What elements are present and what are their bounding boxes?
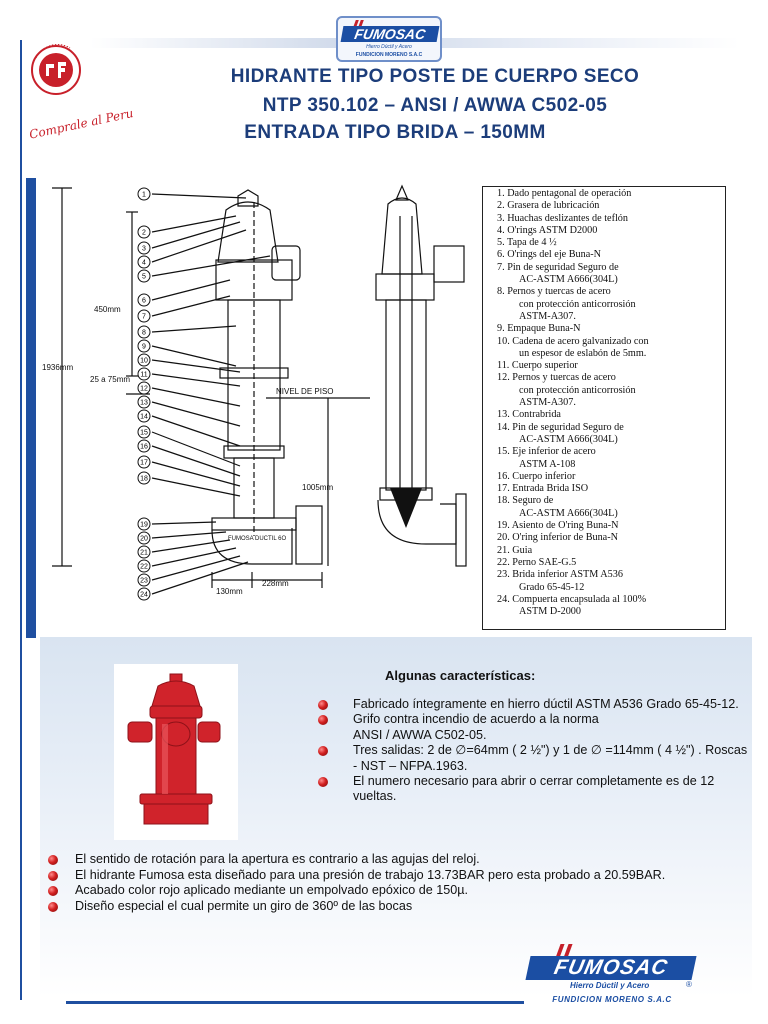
- callout-22: [138, 560, 150, 572]
- callout-2: [138, 226, 150, 238]
- fumosac-logo-top: [336, 16, 442, 62]
- note-item: [46, 852, 756, 868]
- page-subtitle-inlet: ENTRADA TIPO BRIDA – 150MM: [244, 122, 546, 143]
- part-item: 20. O'ring inferior de Buna-N: [497, 532, 618, 544]
- part-item-continuation: AC-ASTM A666(304L): [519, 507, 618, 519]
- svg-text:23: 23: [140, 577, 148, 585]
- part-item: 3. Huachas deslizantes de teflón: [497, 212, 628, 224]
- fumosac-logo-bottom: [526, 944, 702, 1006]
- part-item: 9. Empaque Buna-N: [497, 323, 581, 335]
- section-nozzle: [434, 246, 464, 282]
- bullet-icon: [48, 871, 58, 881]
- logo-sub-tagline: Hierro Dúctil y Acero: [366, 44, 412, 50]
- feature-text: Grifo contra incendio de acuerdo a la norma ANSI / AWWA C502-05.: [353, 712, 599, 742]
- part-item: 5. Tapa de 4 ½: [497, 237, 557, 249]
- inlet-flange: [296, 506, 322, 564]
- part-item: 7. Pin de seguridad Seguro de: [497, 261, 619, 273]
- section-head: [376, 274, 434, 300]
- dim-base2-label: 228mm: [262, 579, 289, 588]
- feature-item: [316, 697, 748, 712]
- part-item: 1. Dado pentagonal de operación: [497, 188, 632, 199]
- part-item: 23. Brida inferior ASTM A536: [497, 569, 623, 581]
- svg-text:3: 3: [142, 245, 146, 253]
- dim-gap-label: 25 a 75mm: [90, 375, 131, 384]
- callout-15: [138, 426, 150, 438]
- feature-item: [316, 712, 748, 743]
- svg-text:6: 6: [142, 297, 146, 305]
- callout-12: [138, 382, 150, 394]
- svg-text:9: 9: [142, 343, 146, 351]
- callout-6: [138, 294, 150, 306]
- callout-1: [138, 188, 150, 200]
- callout-18: [138, 472, 150, 484]
- shoe: [212, 528, 292, 564]
- callout-20: [138, 532, 150, 544]
- feature-item: [316, 743, 748, 774]
- part-item-continuation: ASTM-A307.: [519, 397, 576, 409]
- svg-text:1: 1: [142, 191, 146, 199]
- svg-text:4: 4: [142, 259, 146, 267]
- footer-brand-name: FUMOSAC: [525, 956, 696, 980]
- feature-text: Fabricado íntegramente en hierro dúctil ASTM A536 Grado 65-45-12.: [353, 697, 739, 711]
- svg-text:16: 16: [140, 443, 148, 451]
- section-main-valve: [390, 488, 422, 528]
- part-item: 2. Grasera de lubricación: [497, 200, 600, 212]
- section-shoe: [378, 500, 456, 544]
- part-item: 15. Eje inferior de acero: [497, 446, 596, 458]
- note-text: El sentido de rotación para la apertura es contrario a las agujas del reloj.: [75, 852, 480, 866]
- part-item: 16. Cuerpo inferior: [497, 470, 576, 482]
- feature-text: Tres salidas: 2 de ∅=64mm ( 2 ½") y 1 de ∅ =114mm ( 4 ½") . Roscas - NST – NFPA.1963.: [353, 743, 748, 773]
- callout-9: [138, 340, 150, 352]
- callout-7: [138, 310, 150, 322]
- feature-item: [316, 774, 748, 805]
- registered-icon: ®: [686, 980, 692, 989]
- part-item-continuation: ASTM A-108: [519, 458, 576, 470]
- bullet-icon: [48, 886, 58, 896]
- page-frame-left: [20, 40, 22, 1000]
- callout-19: [138, 518, 150, 530]
- hydrant-technical-drawing: [40, 176, 480, 626]
- callout-24: [138, 588, 150, 600]
- dim-lower-label: 1005mm: [302, 483, 334, 492]
- note-item: [46, 883, 756, 899]
- callout-4: [138, 256, 150, 268]
- svg-text:19: 19: [140, 521, 148, 529]
- features-heading: Algunas características:: [385, 668, 536, 683]
- ground-level-label: NIVEL DE PISO: [276, 387, 334, 396]
- callout-8: [138, 326, 150, 338]
- bullet-icon: [318, 746, 328, 756]
- page-subtitle-standard: NTP 350.102 – ANSI / AWWA C502-05: [262, 95, 608, 116]
- svg-text:21: 21: [140, 549, 148, 557]
- callout-3: [138, 242, 150, 254]
- parts-legend: [482, 186, 726, 630]
- features-list: [316, 697, 748, 805]
- callout-23: [138, 574, 150, 586]
- peru-seal-icon: [30, 44, 82, 96]
- part-item-continuation: ASTM-A307.: [519, 310, 576, 322]
- callout-5: [138, 270, 150, 282]
- section-barrel: [386, 300, 426, 490]
- svg-text:10: 10: [140, 357, 148, 365]
- dim-upper-label: 450mm: [94, 305, 121, 314]
- svg-text:7: 7: [142, 313, 146, 321]
- part-item-continuation: con protección anticorrosión: [519, 384, 636, 396]
- part-item: 6. O'rings del eje Buna-N: [497, 249, 601, 261]
- dim-height-label: 1936mm: [42, 363, 74, 372]
- part-item: 22. Perno SAE-G.5: [497, 556, 577, 568]
- svg-text:22: 22: [140, 563, 148, 571]
- footer-company: FUNDICION MORENO S.A.C: [552, 995, 672, 1004]
- callout-10: [138, 354, 150, 366]
- bullet-icon: [318, 700, 328, 710]
- page-frame-bottom: [66, 1001, 524, 1004]
- svg-text:15: 15: [140, 429, 148, 437]
- svg-text:18: 18: [140, 475, 148, 483]
- note-text: El hidrante Fumosa esta diseñado para una presión de trabajo 13.73BAR pero esta probado a 20.59BAR.: [75, 867, 666, 882]
- part-item-continuation: con protección anticorrosión: [519, 298, 636, 310]
- part-item-continuation: AC-ASTM A666(304L): [519, 433, 618, 445]
- svg-text:14: 14: [140, 413, 148, 421]
- part-item: 24. Compuerta encapsulada al 100%: [497, 593, 647, 605]
- note-text: Diseño especial el cual permite un giro de 360º de las bocas: [75, 898, 413, 913]
- callout-21: [138, 546, 150, 558]
- logo-sub-company: FUNDICION MORENO S.A.C: [355, 52, 423, 58]
- part-item: 13. Contrabrida: [497, 409, 561, 421]
- callout-16: [138, 440, 150, 452]
- callout-13: [138, 396, 150, 408]
- part-item: 8. Pernos y tuercas de acero: [497, 286, 611, 298]
- svg-text:24: 24: [140, 591, 148, 599]
- bullet-icon: [48, 902, 58, 912]
- footer-tagline: Hierro Dúctil y Acero: [570, 981, 650, 990]
- logo-brand-name: FUMOSAC: [341, 26, 440, 42]
- note-item: [46, 899, 756, 915]
- section-inlet-flange: [456, 494, 466, 566]
- svg-text:2: 2: [142, 229, 146, 237]
- section-bonnet: [382, 198, 422, 274]
- part-item: 19. Asiento de O'ring Buna-N: [497, 520, 619, 532]
- part-item-continuation: ASTM D-2000: [519, 606, 581, 618]
- bullet-icon: [48, 855, 58, 865]
- part-item-continuation: AC-ASTM A666(304L): [519, 274, 618, 286]
- part-item: 21. Guia: [497, 544, 533, 556]
- svg-text:12: 12: [140, 385, 148, 393]
- peru-stamp: [14, 42, 135, 142]
- note-item: [46, 868, 756, 884]
- feature-text: El numero necesario para abrir o cerrar completamente es de 12 vueltas.: [353, 774, 715, 804]
- svg-text:13: 13: [140, 399, 148, 407]
- part-item-continuation: Grado 65-45-12: [519, 581, 585, 593]
- bonnet: [218, 202, 278, 262]
- section-accent-bar: [26, 178, 36, 638]
- body-casting-mark: FUMOSA DUCTIL 6O: [228, 536, 287, 542]
- part-item-continuation: un espesor de eslabón de 5mm.: [519, 347, 647, 359]
- svg-text:5: 5: [142, 273, 146, 281]
- svg-text:20: 20: [140, 535, 148, 543]
- part-item: 10. Cadena de acero galvanizado con: [497, 335, 649, 347]
- callout-17: [138, 456, 150, 468]
- callout-14: [138, 410, 150, 422]
- part-item: 17. Entrada Brida ISO: [497, 483, 589, 495]
- part-item: 11. Cuerpo superior: [497, 360, 578, 372]
- callout-11: [138, 368, 150, 380]
- hydrant-photo: [114, 664, 238, 840]
- svg-text:8: 8: [142, 329, 146, 337]
- note-text: Acabado color rojo aplicado mediante un empolvado epóxico de 150µ.: [75, 883, 469, 898]
- part-item: 4. O'rings ASTM D2000: [497, 224, 598, 236]
- part-item: 14. Pin de seguridad Seguro de: [497, 421, 624, 433]
- part-item: 12. Pernos y tuercas de acero: [497, 372, 616, 384]
- peru-tagline: Comprale al Peru: [28, 105, 135, 142]
- notes-list: [46, 852, 756, 914]
- dim-base1-label: 130mm: [216, 587, 243, 596]
- bullet-icon: [318, 777, 328, 787]
- svg-text:17: 17: [140, 459, 148, 467]
- page-title: HIDRANTE TIPO POSTE DE CUERPO SECO: [230, 66, 640, 87]
- bullet-icon: [318, 715, 328, 725]
- svg-text:11: 11: [140, 371, 148, 379]
- part-item: 18. Seguro de: [497, 495, 554, 507]
